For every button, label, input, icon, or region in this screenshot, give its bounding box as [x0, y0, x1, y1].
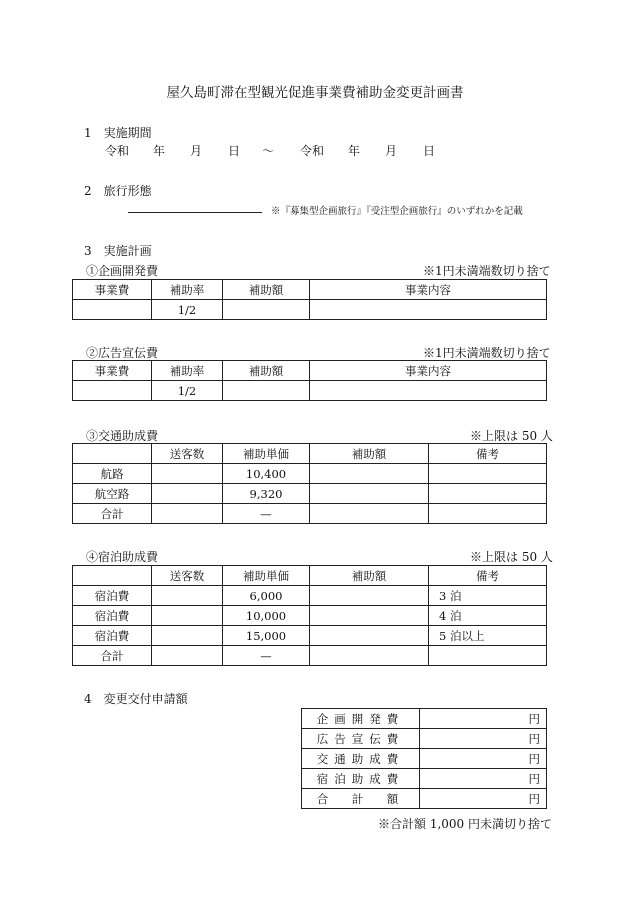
row-label: 宿泊費	[73, 606, 152, 626]
count-cell[interactable]	[152, 504, 223, 524]
table-row	[73, 606, 547, 626]
document-title: 屋久島町滞在型観光促進事業費補助金変更計画書	[166, 85, 464, 101]
planning-note: ※1円未満端数切り捨て	[423, 264, 551, 278]
header-cell	[73, 444, 152, 464]
header-cell: 補助額	[223, 361, 310, 381]
planning-title: ①企画開発費	[86, 264, 159, 278]
count-cell[interactable]	[152, 606, 223, 626]
rate-cell: 1/2	[152, 381, 223, 401]
unit-price-cell: —	[223, 646, 310, 666]
header-cell: 事業費	[73, 280, 152, 300]
row-label: 合計	[73, 504, 152, 524]
application-amount-table	[301, 708, 547, 809]
cost-cell[interactable]	[73, 381, 152, 401]
amount-label: 広告宣伝費	[302, 729, 420, 749]
table-row	[73, 464, 547, 484]
amount-label: 企画開発費	[302, 709, 420, 729]
end-day: 日	[423, 144, 436, 158]
header-cell: 補助単価	[223, 566, 310, 586]
row-label: 合計	[73, 646, 152, 666]
header-cell: 事業内容	[310, 361, 547, 381]
remark-cell: 5 泊以上	[429, 626, 547, 646]
remark-cell	[429, 646, 547, 666]
row-label: 宿泊費	[73, 626, 152, 646]
unit-price-cell: 10,400	[223, 464, 310, 484]
header-cell: 送客数	[152, 566, 223, 586]
content-cell[interactable]	[310, 381, 547, 401]
table-row	[302, 749, 547, 769]
unit-price-cell: 10,000	[223, 606, 310, 626]
header-cell: 補助単価	[223, 444, 310, 464]
amount-cell[interactable]	[223, 381, 310, 401]
section-1-heading: 1 実施期間	[84, 126, 152, 140]
end-reiwa: 令和	[300, 144, 325, 158]
start-day: 日	[228, 144, 241, 158]
section-3-heading: 3 実施計画	[84, 244, 152, 258]
table-row	[302, 729, 547, 749]
amount-cell[interactable]	[223, 300, 310, 320]
amount-yen-cell[interactable]: 円	[420, 709, 547, 729]
planning-table	[72, 279, 547, 320]
section-4-heading: 4 変更交付申請額	[84, 692, 188, 706]
travel-type-note: ※『募集型企画旅行』『受注型企画旅行』のいずれかを記載	[271, 206, 523, 217]
content-cell[interactable]	[310, 300, 547, 320]
period-tilde: 〜	[262, 144, 275, 158]
end-month: 月	[385, 144, 398, 158]
amount-yen-cell[interactable]: 円	[420, 729, 547, 749]
amount-cell[interactable]	[310, 464, 429, 484]
rate-cell: 1/2	[152, 300, 223, 320]
advert-title: ②広告宣伝費	[86, 346, 159, 360]
table-row	[73, 586, 547, 606]
advert-note: ※1円未満端数切り捨て	[423, 346, 551, 360]
lodging-title: ④宿泊助成費	[86, 550, 159, 564]
amount-cell[interactable]	[310, 586, 429, 606]
amount-yen-cell[interactable]: 円	[420, 769, 547, 789]
transport-title: ③交通助成費	[86, 429, 159, 443]
remark-cell[interactable]	[429, 464, 547, 484]
section-2-heading: 2 旅行形態	[84, 184, 152, 198]
start-reiwa: 令和	[105, 144, 130, 158]
remark-cell: 4 泊	[429, 606, 547, 626]
remark-cell[interactable]	[429, 504, 547, 524]
lodging-table	[72, 565, 547, 666]
cost-cell[interactable]	[73, 300, 152, 320]
amount-cell[interactable]	[310, 626, 429, 646]
row-label: 航空路	[73, 484, 152, 504]
amount-cell[interactable]	[310, 606, 429, 626]
unit-price-cell: 9,320	[223, 484, 310, 504]
table-row	[302, 789, 547, 809]
lodging-note: ※上限は 50 人	[470, 550, 553, 564]
table-row	[73, 566, 547, 586]
table-row	[73, 484, 547, 504]
header-cell: 補助額	[223, 280, 310, 300]
header-cell: 補助率	[152, 280, 223, 300]
header-cell: 事業内容	[310, 280, 547, 300]
transport-note: ※上限は 50 人	[470, 429, 553, 443]
header-cell: 送客数	[152, 444, 223, 464]
table-row	[73, 381, 547, 401]
travel-type-line[interactable]	[128, 200, 262, 213]
table-row	[73, 280, 547, 300]
table-row	[73, 361, 547, 381]
row-label: 航路	[73, 464, 152, 484]
table-row	[73, 646, 547, 666]
amount-label: 交通助成費	[302, 749, 420, 769]
table-row	[302, 709, 547, 729]
table-row	[73, 444, 547, 464]
amount-cell[interactable]	[310, 484, 429, 504]
amount-label: 宿泊助成費	[302, 769, 420, 789]
total-rounding-note: ※合計額 1,000 円未満切り捨て	[378, 817, 552, 831]
remark-cell: 3 泊	[429, 586, 547, 606]
table-row	[73, 626, 547, 646]
table-row	[73, 504, 547, 524]
count-cell[interactable]	[152, 464, 223, 484]
header-cell: 備考	[429, 444, 547, 464]
transport-table	[72, 443, 547, 524]
end-year: 年	[348, 144, 361, 158]
start-year: 年	[153, 144, 166, 158]
unit-price-cell: 15,000	[223, 626, 310, 646]
row-label: 宿泊費	[73, 586, 152, 606]
header-cell	[73, 566, 152, 586]
amount-cell[interactable]	[310, 646, 429, 666]
count-cell[interactable]	[152, 586, 223, 606]
total-label: 合 計 額	[302, 789, 420, 809]
amount-yen-cell[interactable]: 円	[420, 749, 547, 769]
unit-price-cell: —	[223, 504, 310, 524]
remark-cell[interactable]	[429, 484, 547, 504]
count-cell[interactable]	[152, 484, 223, 504]
header-cell: 備考	[429, 566, 547, 586]
table-row	[302, 769, 547, 789]
advert-table	[72, 360, 547, 401]
header-cell: 補助率	[152, 361, 223, 381]
count-cell[interactable]	[152, 626, 223, 646]
start-month: 月	[190, 144, 203, 158]
count-cell[interactable]	[152, 646, 223, 666]
unit-price-cell: 6,000	[223, 586, 310, 606]
table-row	[73, 300, 547, 320]
header-cell: 補助額	[310, 566, 429, 586]
total-yen-cell[interactable]: 円	[420, 789, 547, 809]
amount-cell[interactable]	[310, 504, 429, 524]
header-cell: 補助額	[310, 444, 429, 464]
header-cell: 事業費	[73, 361, 152, 381]
